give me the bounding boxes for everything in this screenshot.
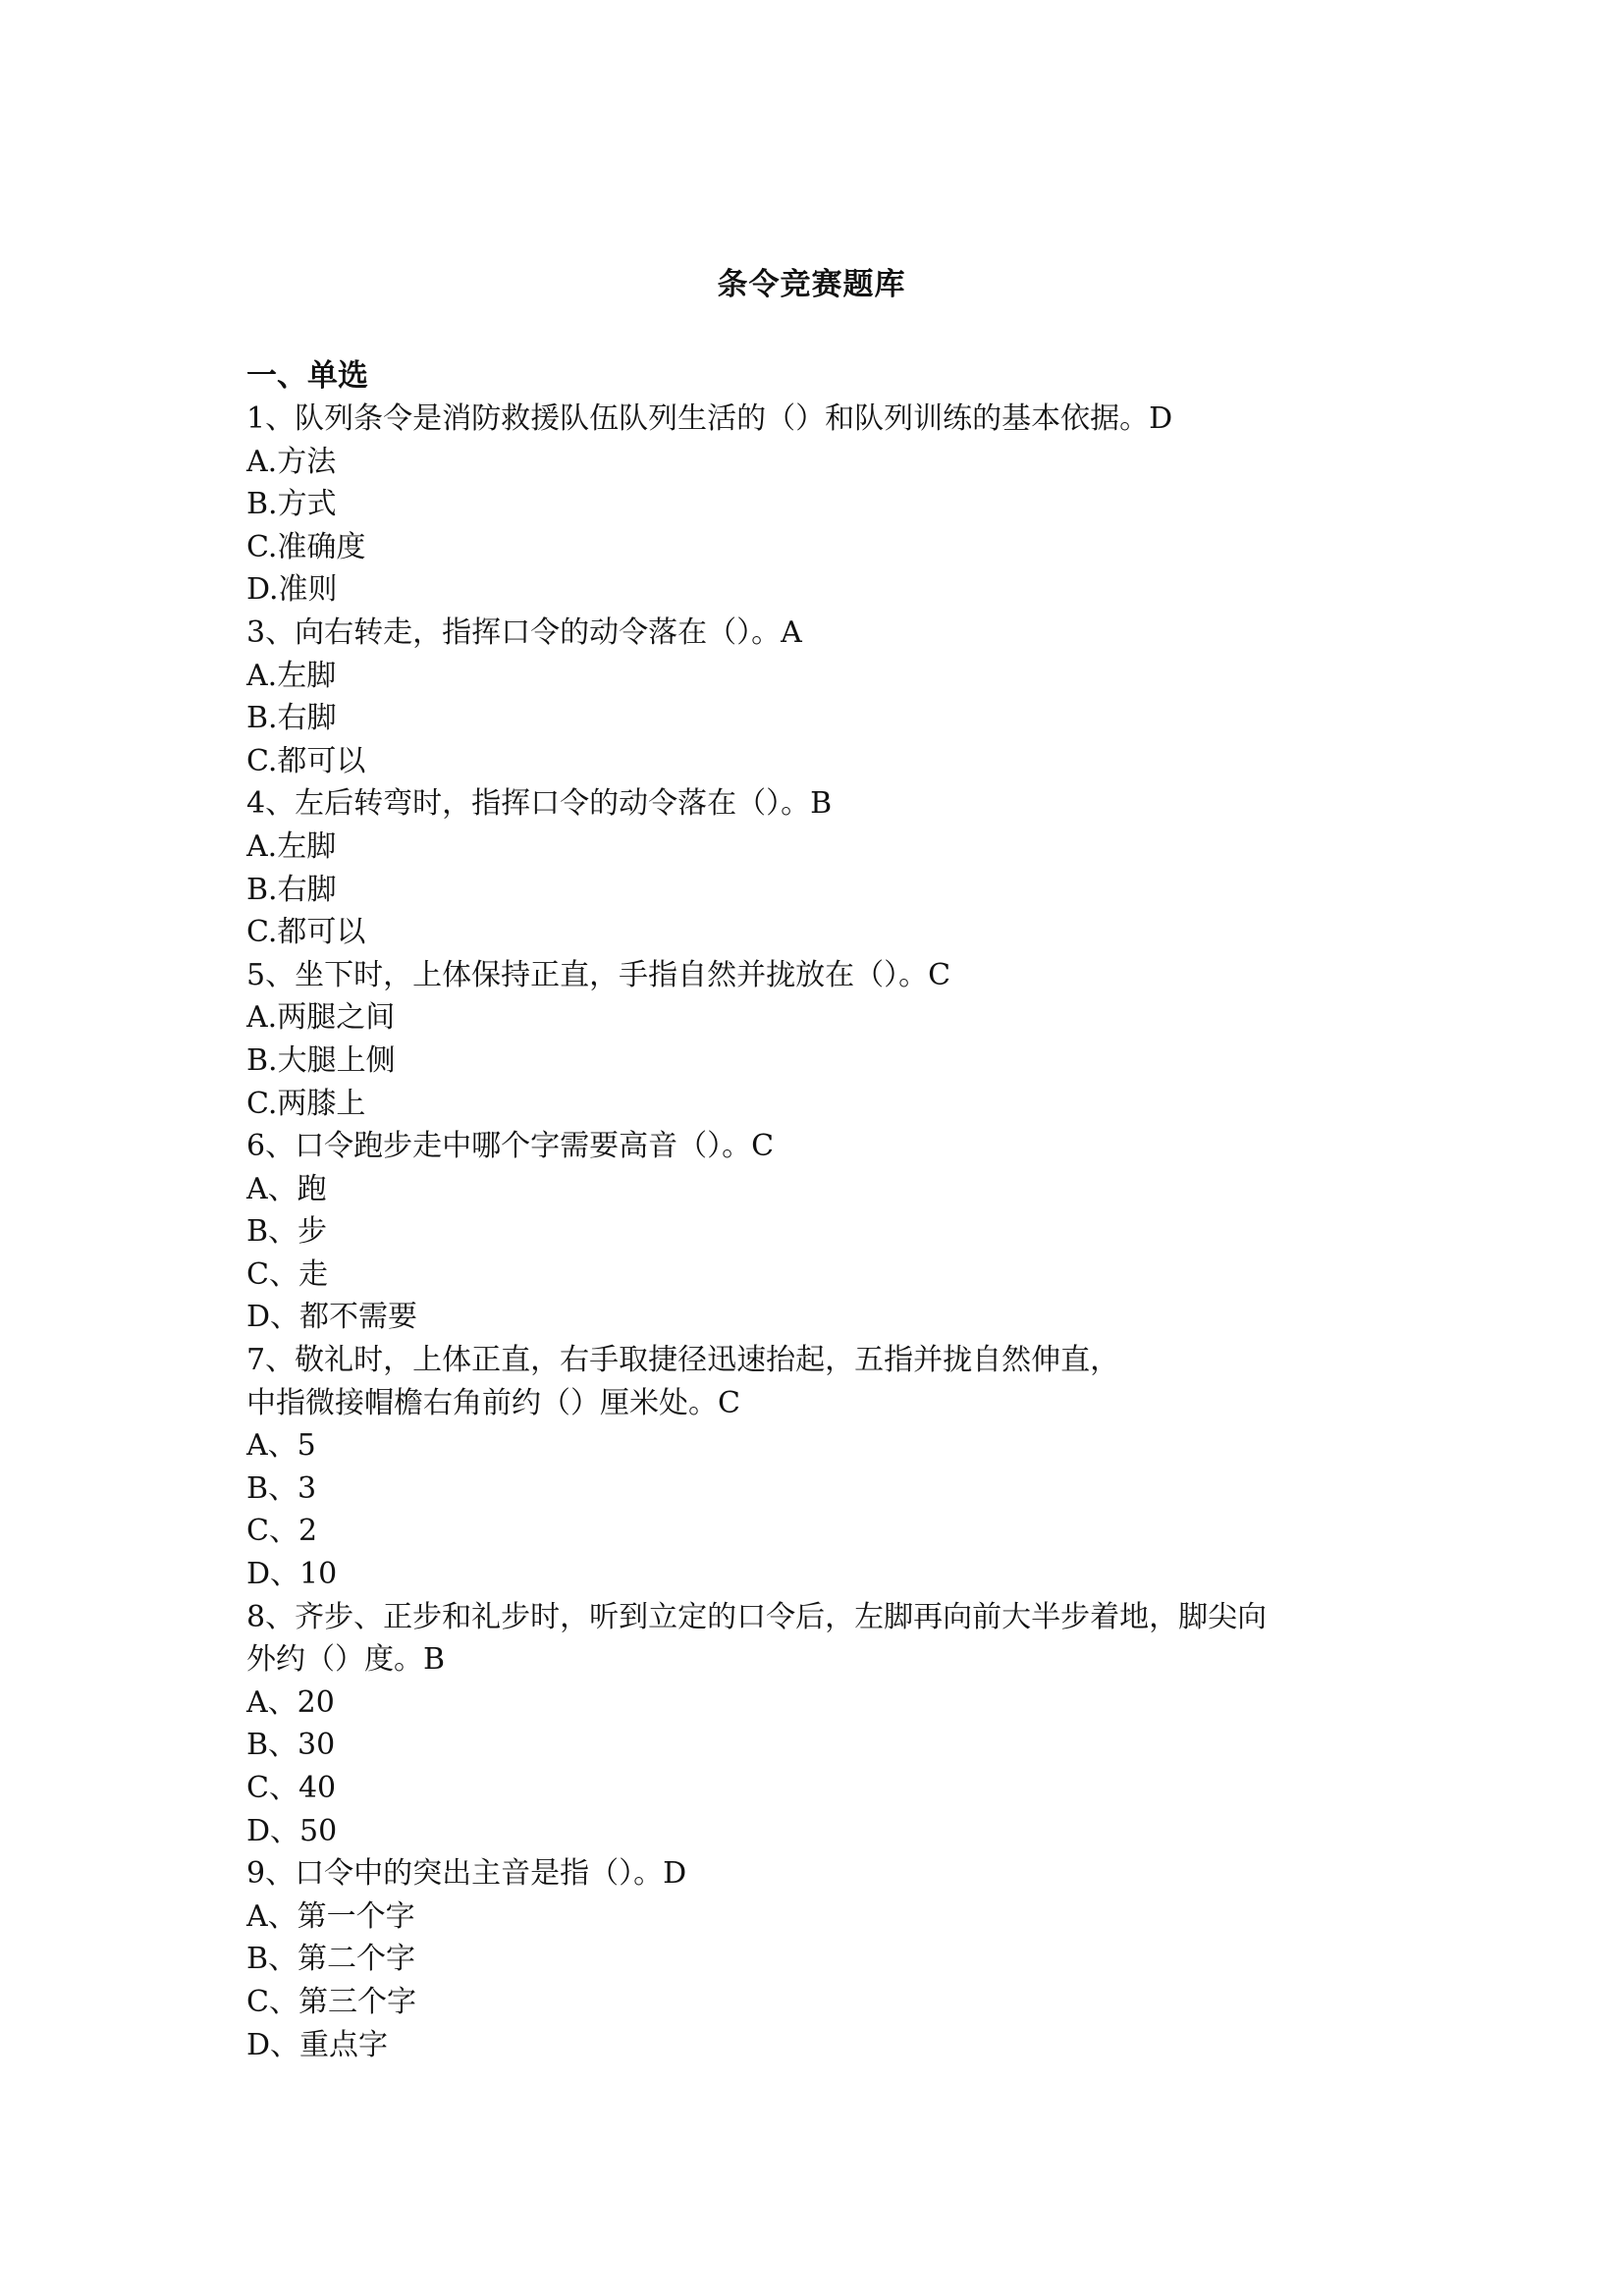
option-line: B、3 bbox=[246, 1470, 317, 1506]
option-line: B、30 bbox=[246, 1728, 336, 1763]
question-7: 7、敬礼时，上体正直，右手取捷径迅速抬起，五指并拢自然伸直， bbox=[246, 1343, 1120, 1378]
option-line: C.都可以 bbox=[246, 915, 366, 950]
option-line: D、10 bbox=[246, 1557, 338, 1592]
option-line: B.右脚 bbox=[246, 701, 337, 736]
option-line: B、步 bbox=[246, 1214, 328, 1250]
option-line: C、2 bbox=[246, 1514, 318, 1549]
document-title: 条令竞赛题库 bbox=[717, 267, 906, 302]
option-line: D、重点字 bbox=[246, 2027, 389, 2062]
question-6: 6、口令跑步走中哪个字需要高音（）。C bbox=[246, 1129, 775, 1164]
option-line: A.左脚 bbox=[246, 828, 337, 864]
question-8-continued: 外约（）度。B bbox=[246, 1642, 446, 1678]
option-line: A、第一个字 bbox=[246, 1898, 415, 1934]
question-1: 1、队列条令是消防救援队伍队列生活的（）和队列训练的基本依据。D bbox=[246, 401, 1173, 436]
option-line: A.方法 bbox=[246, 444, 337, 479]
option-line: D、50 bbox=[246, 1813, 338, 1848]
option-line: C、走 bbox=[246, 1256, 328, 1292]
option-line: C、40 bbox=[246, 1771, 337, 1805]
option-line: C.准确度 bbox=[246, 529, 366, 564]
document-body bbox=[246, 354, 1405, 2066]
section-heading: 一、单选 bbox=[246, 358, 368, 394]
option-line: A.两腿之间 bbox=[246, 1000, 396, 1036]
question-3: 3、向右转走，指挥口令的动令落在（）。A bbox=[246, 614, 802, 650]
question-7-continued: 中指微接帽檐右角前约（）厘米处。C bbox=[246, 1385, 740, 1420]
question-4: 4、左后转弯时，指挥口令的动令落在（）。B bbox=[246, 786, 833, 822]
question-8: 8、齐步、正步和礼步时，听到立定的口令后，左脚再向前大半步着地，脚尖向 bbox=[246, 1599, 1268, 1634]
option-line: B、第二个字 bbox=[246, 1942, 416, 1977]
question-5: 5、坐下时，上体保持正直，手指自然并拢放在（）。C bbox=[246, 957, 951, 992]
option-line: C.都可以 bbox=[246, 743, 366, 778]
question-9: 9、口令中的突出主音是指（）。D bbox=[246, 1856, 687, 1892]
option-line: D.准则 bbox=[246, 572, 338, 608]
option-line: A、5 bbox=[246, 1428, 316, 1464]
option-line: C.两膝上 bbox=[246, 1086, 366, 1121]
option-line: C、第三个字 bbox=[246, 1984, 416, 2019]
option-line: A、20 bbox=[246, 1684, 335, 1720]
option-line: B.右脚 bbox=[246, 872, 337, 907]
option-line: B.方式 bbox=[246, 487, 337, 522]
option-line: B.大腿上侧 bbox=[246, 1042, 396, 1078]
option-line: A、跑 bbox=[246, 1171, 327, 1206]
option-line: A.左脚 bbox=[246, 658, 337, 693]
option-line: D、都不需要 bbox=[246, 1300, 418, 1335]
